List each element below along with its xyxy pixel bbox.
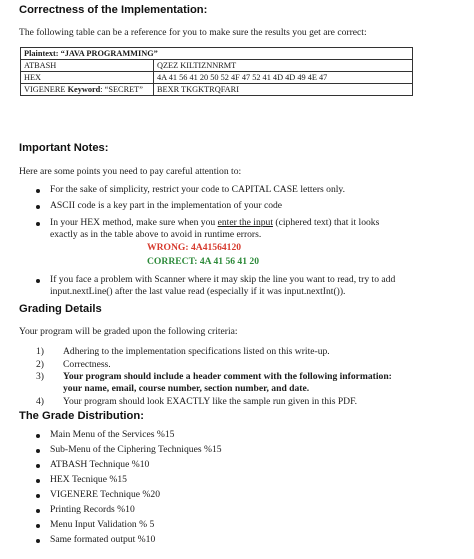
table-row (21, 72, 413, 84)
note-hex-underlined: enter the input (217, 217, 274, 228)
correct-example: CORRECT: 4A 41 56 41 20 (147, 256, 260, 267)
criteria-item-continued: your name, email, course number, section number, and date. (63, 383, 310, 394)
reference-table (20, 47, 413, 96)
note-hex-text-end: (ciphered text) that it looks (273, 217, 380, 228)
grading-intro: Your program will be graded upon the following criteria: (19, 326, 238, 337)
table-row (21, 84, 413, 96)
plaintext-header: Plaintext: “JAVA PROGRAMMING” (21, 48, 413, 60)
bullet-icon (36, 205, 40, 209)
bullet-icon (36, 449, 40, 453)
correctness-heading: Correctness of the Implementation: (19, 4, 208, 16)
distribution-item: ATBASH Technique %10 (50, 459, 150, 470)
criteria-item: Your program should include a header comment with the following information: (63, 371, 392, 382)
bullet-icon (36, 189, 40, 193)
distribution-item: Main Menu of the Services %15 (50, 429, 175, 440)
table-row (21, 60, 413, 72)
criteria-item: Correctness. (63, 359, 111, 370)
vigenere-name: VIGENERE (24, 85, 68, 94)
correctness-intro: The following table can be a reference for you to make sure the results you get are correct: (19, 27, 367, 38)
criteria-number: 3) (36, 371, 44, 382)
bullet-icon (36, 279, 40, 283)
atbash-label: ATBASH (21, 60, 154, 72)
distribution-item: VIGENERE Technique %20 (50, 489, 160, 500)
hex-label: HEX (21, 72, 154, 84)
criteria-item: Your program should look EXACTLY like the sample run given in this PDF. (63, 396, 358, 407)
bullet-icon (36, 494, 40, 498)
bullet-icon (36, 479, 40, 483)
distribution-item: Same formated output %10 (50, 534, 156, 545)
distribution-heading: The Grade Distribution: (19, 410, 144, 422)
note-hex-line1 (50, 217, 379, 229)
bullet-icon (36, 539, 40, 543)
keyword-label: Keyword (67, 85, 101, 94)
distribution-item: Printing Records %10 (50, 504, 135, 515)
distribution-item: HEX Tecnique %15 (50, 474, 127, 485)
notes-intro: Here are some points you need to pay careful attention to: (19, 166, 242, 177)
note-capital-case: For the sake of simplicity, restrict your code to CAPITAL CASE letters only. (50, 184, 345, 195)
wrong-example: WRONG: 4A41564120 (147, 242, 242, 253)
note-ascii: ASCII code is a key part in the implementation of your code (50, 200, 283, 211)
notes-heading: Important Notes: (19, 142, 109, 154)
keyword-value: : “SECRET” (100, 85, 143, 94)
bullet-icon (36, 509, 40, 513)
vigenere-value: BEXR TKGKTRQFARI (154, 84, 413, 96)
distribution-item: Sub-Menu of the Ciphering Techniques %15 (50, 444, 222, 455)
criteria-item: Adhering to the implementation specifications listed on this write-up. (63, 346, 330, 357)
bullet-icon (36, 464, 40, 468)
vigenere-label (21, 84, 154, 96)
grading-heading: Grading Details (19, 303, 102, 315)
atbash-value: QZEZ KILTIZNNRMT (154, 60, 413, 72)
note-scanner-line1: If you face a problem with Scanner where it may skip the line you want to read, try to add (50, 274, 396, 285)
table-header-row (21, 48, 413, 60)
criteria-number: 1) (36, 346, 44, 357)
bullet-icon (36, 524, 40, 528)
criteria-number: 4) (36, 396, 44, 407)
bullet-icon (36, 434, 40, 438)
bullet-icon (36, 222, 40, 226)
criteria-number: 2) (36, 359, 44, 370)
note-hex-line2: exactly as in the table above to avoid in runtime errors. (50, 229, 262, 240)
distribution-item: Menu Input Validation % 5 (50, 519, 155, 530)
hex-value: 4A 41 56 41 20 50 52 4F 47 52 41 4D 4D 49 4E 47 (154, 72, 413, 84)
note-scanner-line2: input.nextLine() after the last value read (especially if it was input.nextInt()). (50, 286, 346, 297)
note-hex-text: In your HEX method, make sure when you (50, 217, 218, 228)
